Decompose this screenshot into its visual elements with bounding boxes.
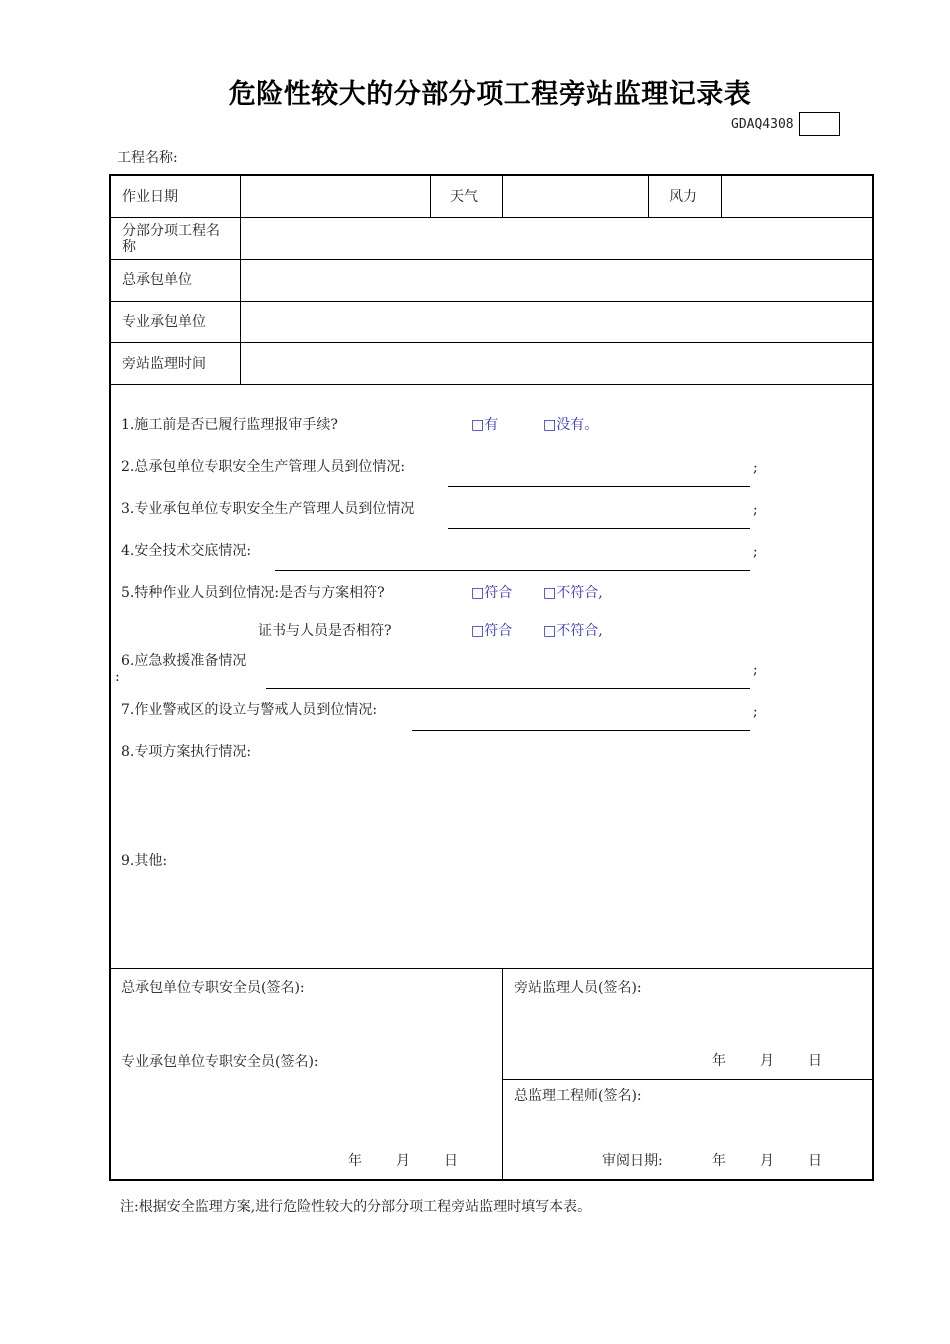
row-divider <box>503 1079 872 1080</box>
item-1-text: 1.施工前是否已履行监理报审手续? <box>121 417 338 433</box>
item-7-semicolon: ; <box>753 704 758 720</box>
form-code: GDAQ4308 <box>731 117 794 132</box>
supervision-time-field[interactable] <box>241 343 872 384</box>
supervisor-day: 日 <box>808 1053 822 1069</box>
item-8-field[interactable] <box>121 764 861 844</box>
item-9-field[interactable] <box>121 873 861 963</box>
weather-field[interactable] <box>503 176 648 217</box>
item-4-semicolon: ; <box>753 544 758 560</box>
general-contractor-field[interactable] <box>241 260 872 301</box>
row-divider <box>111 968 872 969</box>
item-5-match-checkbox[interactable]: □符合 <box>471 585 513 601</box>
review-year: 年 <box>712 1153 726 1169</box>
item-1-yes-checkbox[interactable]: □有 <box>471 417 499 433</box>
sc-safety-signature-field[interactable] <box>121 1072 491 1132</box>
item-4-line[interactable] <box>275 570 750 571</box>
item-5-text: 5.特种作业人员到位情况:是否与方案相符? <box>121 585 385 601</box>
supervisor-signature-field[interactable] <box>514 998 864 1048</box>
left-year: 年 <box>348 1153 362 1169</box>
review-month: 月 <box>760 1153 774 1169</box>
gc-safety-signature-field[interactable] <box>121 998 491 1048</box>
chief-engineer-signature-field[interactable] <box>514 1106 864 1146</box>
weather-label: 天气 <box>450 189 478 205</box>
left-month: 月 <box>396 1153 410 1169</box>
item-9-text: 9.其他: <box>121 853 168 869</box>
item-5b-text: 证书与人员是否相符? <box>258 623 392 639</box>
item-2-line[interactable] <box>448 486 750 487</box>
footnote: 注:根据安全监理方案,进行危险性较大的分部分项工程旁站监理时填写本表。 <box>120 1199 592 1215</box>
wind-label: 风力 <box>669 189 697 205</box>
review-day: 日 <box>808 1153 822 1169</box>
form-code-box[interactable] <box>799 112 840 136</box>
item-3-line[interactable] <box>448 528 750 529</box>
sc-safety-signature-label: 专业承包单位专职安全员(签名): <box>121 1054 319 1070</box>
wind-field[interactable] <box>722 176 872 217</box>
form-table <box>109 174 874 1181</box>
item-5b-nomatch-checkbox[interactable]: □不符合, <box>543 623 603 639</box>
general-contractor-label: 总承包单位 <box>122 272 192 288</box>
gc-safety-signature-label: 总承包单位专职安全员(签名): <box>121 980 305 996</box>
item-4-text: 4.安全技术交底情况: <box>121 543 252 559</box>
item-7-text: 7.作业警戒区的设立与警戒人员到位情况: <box>121 702 378 718</box>
item-3-semicolon: ; <box>753 502 758 518</box>
work-date-label: 作业日期 <box>122 189 178 205</box>
item-5-nomatch-checkbox[interactable]: □不符合, <box>543 585 603 601</box>
item-7-line[interactable] <box>412 730 750 731</box>
item-2-semicolon: ; <box>753 460 758 476</box>
item-6-colon: : <box>115 669 120 685</box>
chief-engineer-signature-label: 总监理工程师(签名): <box>514 1088 642 1104</box>
sub-project-label: 分部分项工程名称 <box>122 223 220 255</box>
item-6-semicolon: ; <box>753 662 758 678</box>
supervision-time-label: 旁站监理时间 <box>122 356 206 372</box>
work-date-field[interactable] <box>241 176 430 217</box>
specialty-contractor-field[interactable] <box>241 302 872 342</box>
item-5b-match-checkbox[interactable]: □符合 <box>471 623 513 639</box>
item-3-text: 3.专业承包单位专职安全生产管理人员到位情况 <box>121 501 415 517</box>
left-day: 日 <box>444 1153 458 1169</box>
item-6-text: 6.应急救援准备情况 <box>121 653 247 669</box>
specialty-contractor-label: 专业承包单位 <box>122 314 206 330</box>
form-title: 危险性较大的分部分项工程旁站监理记录表 <box>228 79 752 110</box>
item-2-text: 2.总承包单位专职安全生产管理人员到位情况: <box>121 459 406 475</box>
item-6-line[interactable] <box>266 688 750 689</box>
col-divider <box>648 176 649 217</box>
item-8-text: 8.专项方案执行情况: <box>121 744 252 760</box>
supervisor-month: 月 <box>760 1053 774 1069</box>
col-divider <box>430 176 431 217</box>
project-name-label: 工程名称: <box>117 150 178 166</box>
row-divider <box>111 384 872 385</box>
supervisor-year: 年 <box>712 1053 726 1069</box>
col-divider <box>502 968 503 1179</box>
item-1-no-checkbox[interactable]: □没有。 <box>543 417 599 433</box>
supervisor-signature-label: 旁站监理人员(签名): <box>514 980 642 996</box>
review-date-label: 审阅日期: <box>602 1153 663 1169</box>
sub-project-field[interactable] <box>241 218 872 259</box>
